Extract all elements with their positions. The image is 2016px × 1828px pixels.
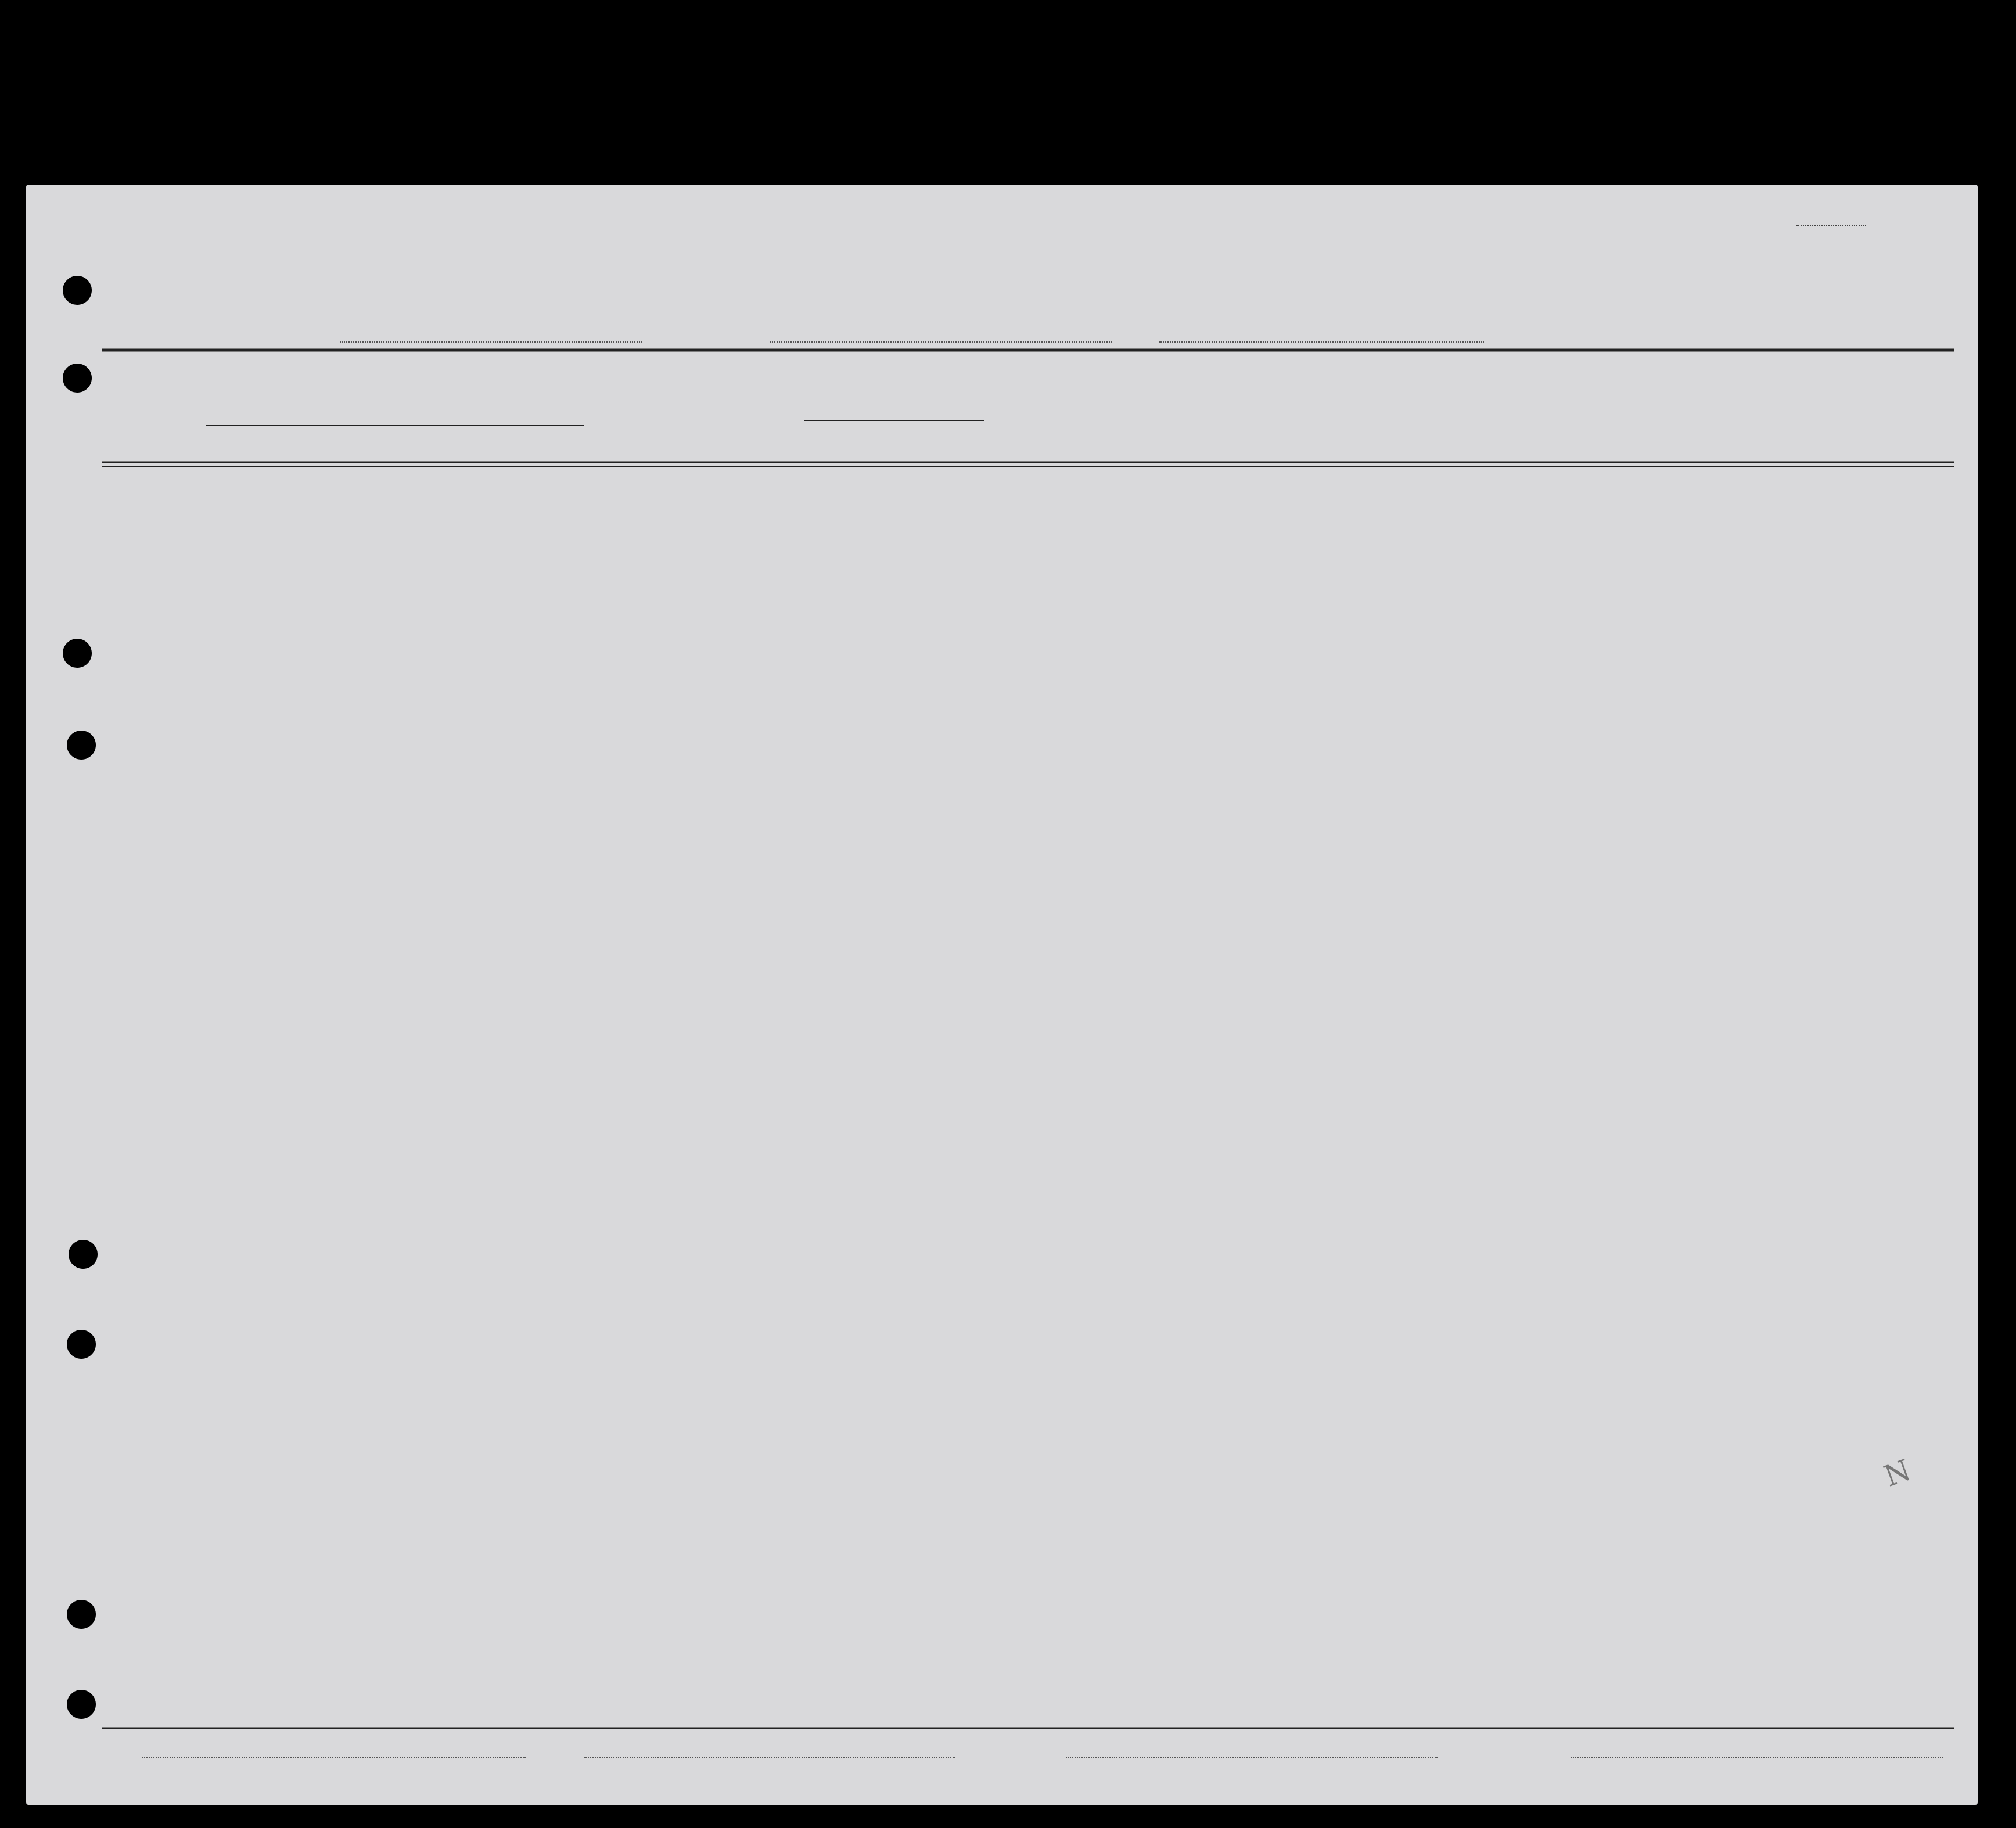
manifest-sheet bbox=[26, 185, 1978, 1805]
binder-hole bbox=[67, 1600, 96, 1629]
table-grid bbox=[26, 185, 1978, 1805]
binder-hole bbox=[69, 1240, 98, 1269]
stray-mark: N bbox=[1880, 1453, 1916, 1494]
binder-hole bbox=[67, 731, 96, 760]
binder-hole bbox=[63, 639, 92, 668]
binder-hole bbox=[63, 276, 92, 305]
binder-hole bbox=[67, 1690, 96, 1719]
binder-hole bbox=[67, 1330, 96, 1359]
binder-hole bbox=[63, 364, 92, 393]
